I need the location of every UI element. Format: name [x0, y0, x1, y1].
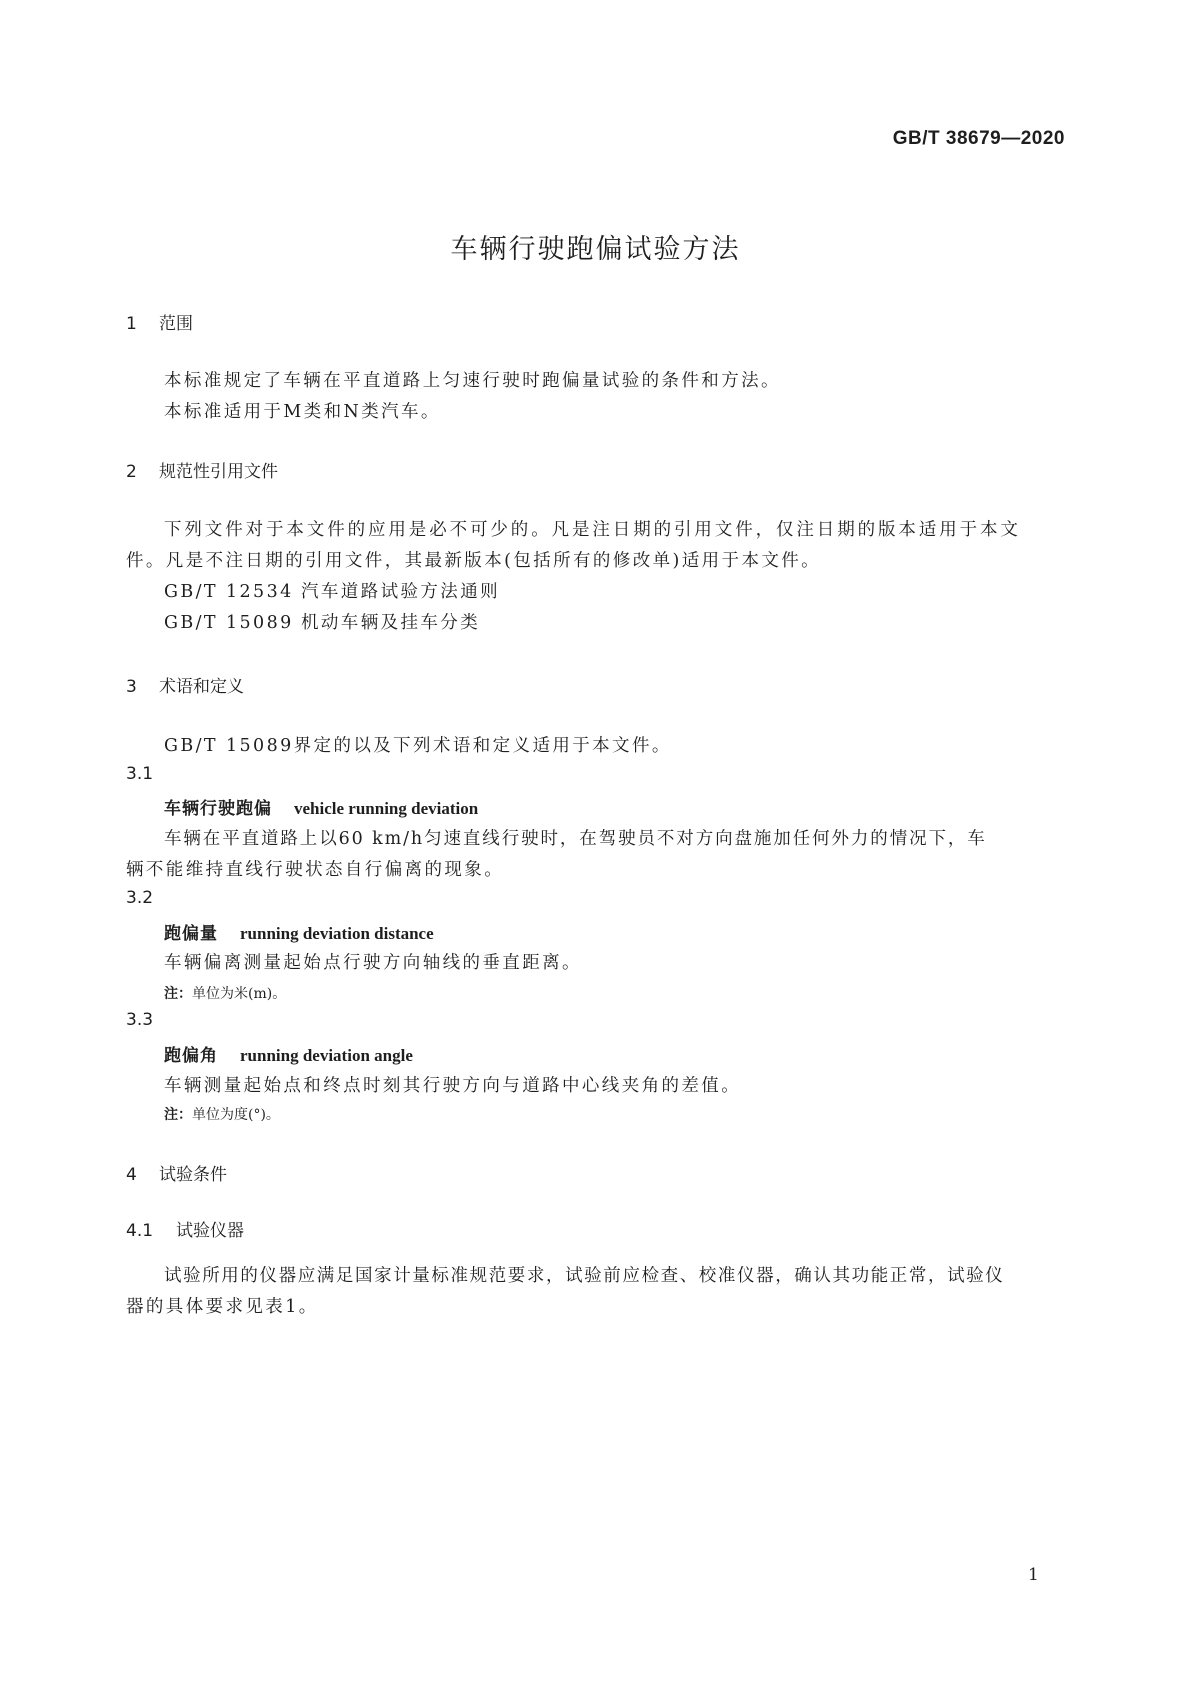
reference-code: GB/T 12534: [164, 582, 294, 602]
standard-number: GB/T 38679—2020: [892, 128, 1065, 149]
reference-item: [164, 578, 500, 603]
section-number: 2: [126, 462, 137, 482]
subsection-title: 试验仪器: [176, 1221, 244, 1241]
term-en: running deviation distance: [240, 924, 434, 943]
term-number: 3.1: [126, 764, 154, 784]
note-label: 注：: [164, 1107, 192, 1123]
subsection-number: 4.1: [126, 1221, 154, 1241]
paragraph: 试验所用的仪器应满足国家计量标准规范要求，试验前应检查、校准仪器，确认其功能正常，试验仪: [164, 1266, 1005, 1286]
definition: 车辆测量起始点和终点时刻其行驶方向与道路中心线夹角的差值。: [164, 1076, 742, 1096]
section-title: 规范性引用文件: [159, 462, 278, 482]
note-text: 单位为度(°)。: [192, 1107, 280, 1123]
section-title: 试验条件: [159, 1165, 227, 1185]
section-number: 4: [126, 1165, 137, 1185]
paragraph: 本标准规定了车辆在平直道路上匀速行驶时跑偏量试验的条件和方法。: [164, 371, 781, 391]
term-en: running deviation angle: [240, 1046, 413, 1065]
subsection-4-1-heading: [126, 1216, 244, 1241]
reference-title: 汽车道路试验方法通则: [301, 582, 500, 602]
definition: 车辆在平直道路上以60 km/h匀速直线行驶时，在驾驶员不对方向盘施加任何外力的情况下，车: [164, 829, 987, 849]
term-heading: [164, 794, 478, 819]
term-number: 3.2: [126, 888, 154, 908]
section-4-heading: [126, 1160, 227, 1185]
paragraph: 件。凡是不注日期的引用文件，其最新版本(包括所有的修改单)适用于本文件。: [126, 551, 822, 571]
section-2-heading: [126, 457, 278, 482]
definition: 辆不能维持直线行驶状态自行偏离的现象。: [126, 860, 505, 880]
paragraph: 下列文件对于本文件的应用是必不可少的。凡是注日期的引用文件，仅注日期的版本适用于本文: [164, 520, 1021, 540]
page-number: 1: [1028, 1565, 1039, 1585]
term-zh: 车辆行驶跑偏: [164, 799, 272, 819]
note-label: 注：: [164, 986, 192, 1002]
paragraph: 器的具体要求见表1。: [126, 1297, 319, 1317]
note: [164, 983, 286, 1003]
reference-code: GB/T 15089: [164, 613, 294, 633]
paragraph: GB/T 15089界定的以及下列术语和定义适用于本文件。: [164, 736, 672, 756]
definition: 车辆偏离测量起始点行驶方向轴线的垂直距离。: [164, 953, 582, 973]
section-title: 范围: [159, 314, 193, 334]
paragraph: 本标准适用于M类和N类汽车。: [164, 402, 441, 422]
term-zh: 跑偏量: [164, 924, 218, 944]
reference-title: 机动车辆及挂车分类: [301, 613, 481, 633]
reference-item: [164, 609, 480, 634]
section-3-heading: [126, 672, 244, 697]
document-title: 车辆行驶跑偏试验方法: [450, 234, 741, 265]
section-1-heading: [126, 309, 193, 334]
term-heading: [164, 1041, 413, 1066]
term-heading: [164, 919, 434, 944]
section-number: 1: [126, 314, 137, 334]
section-title: 术语和定义: [159, 677, 244, 697]
section-number: 3: [126, 677, 137, 697]
note-text: 单位为米(m)。: [192, 986, 287, 1002]
term-number: 3.3: [126, 1010, 154, 1030]
term-en: vehicle running deviation: [294, 799, 479, 818]
note: [164, 1104, 280, 1124]
term-zh: 跑偏角: [164, 1046, 218, 1066]
